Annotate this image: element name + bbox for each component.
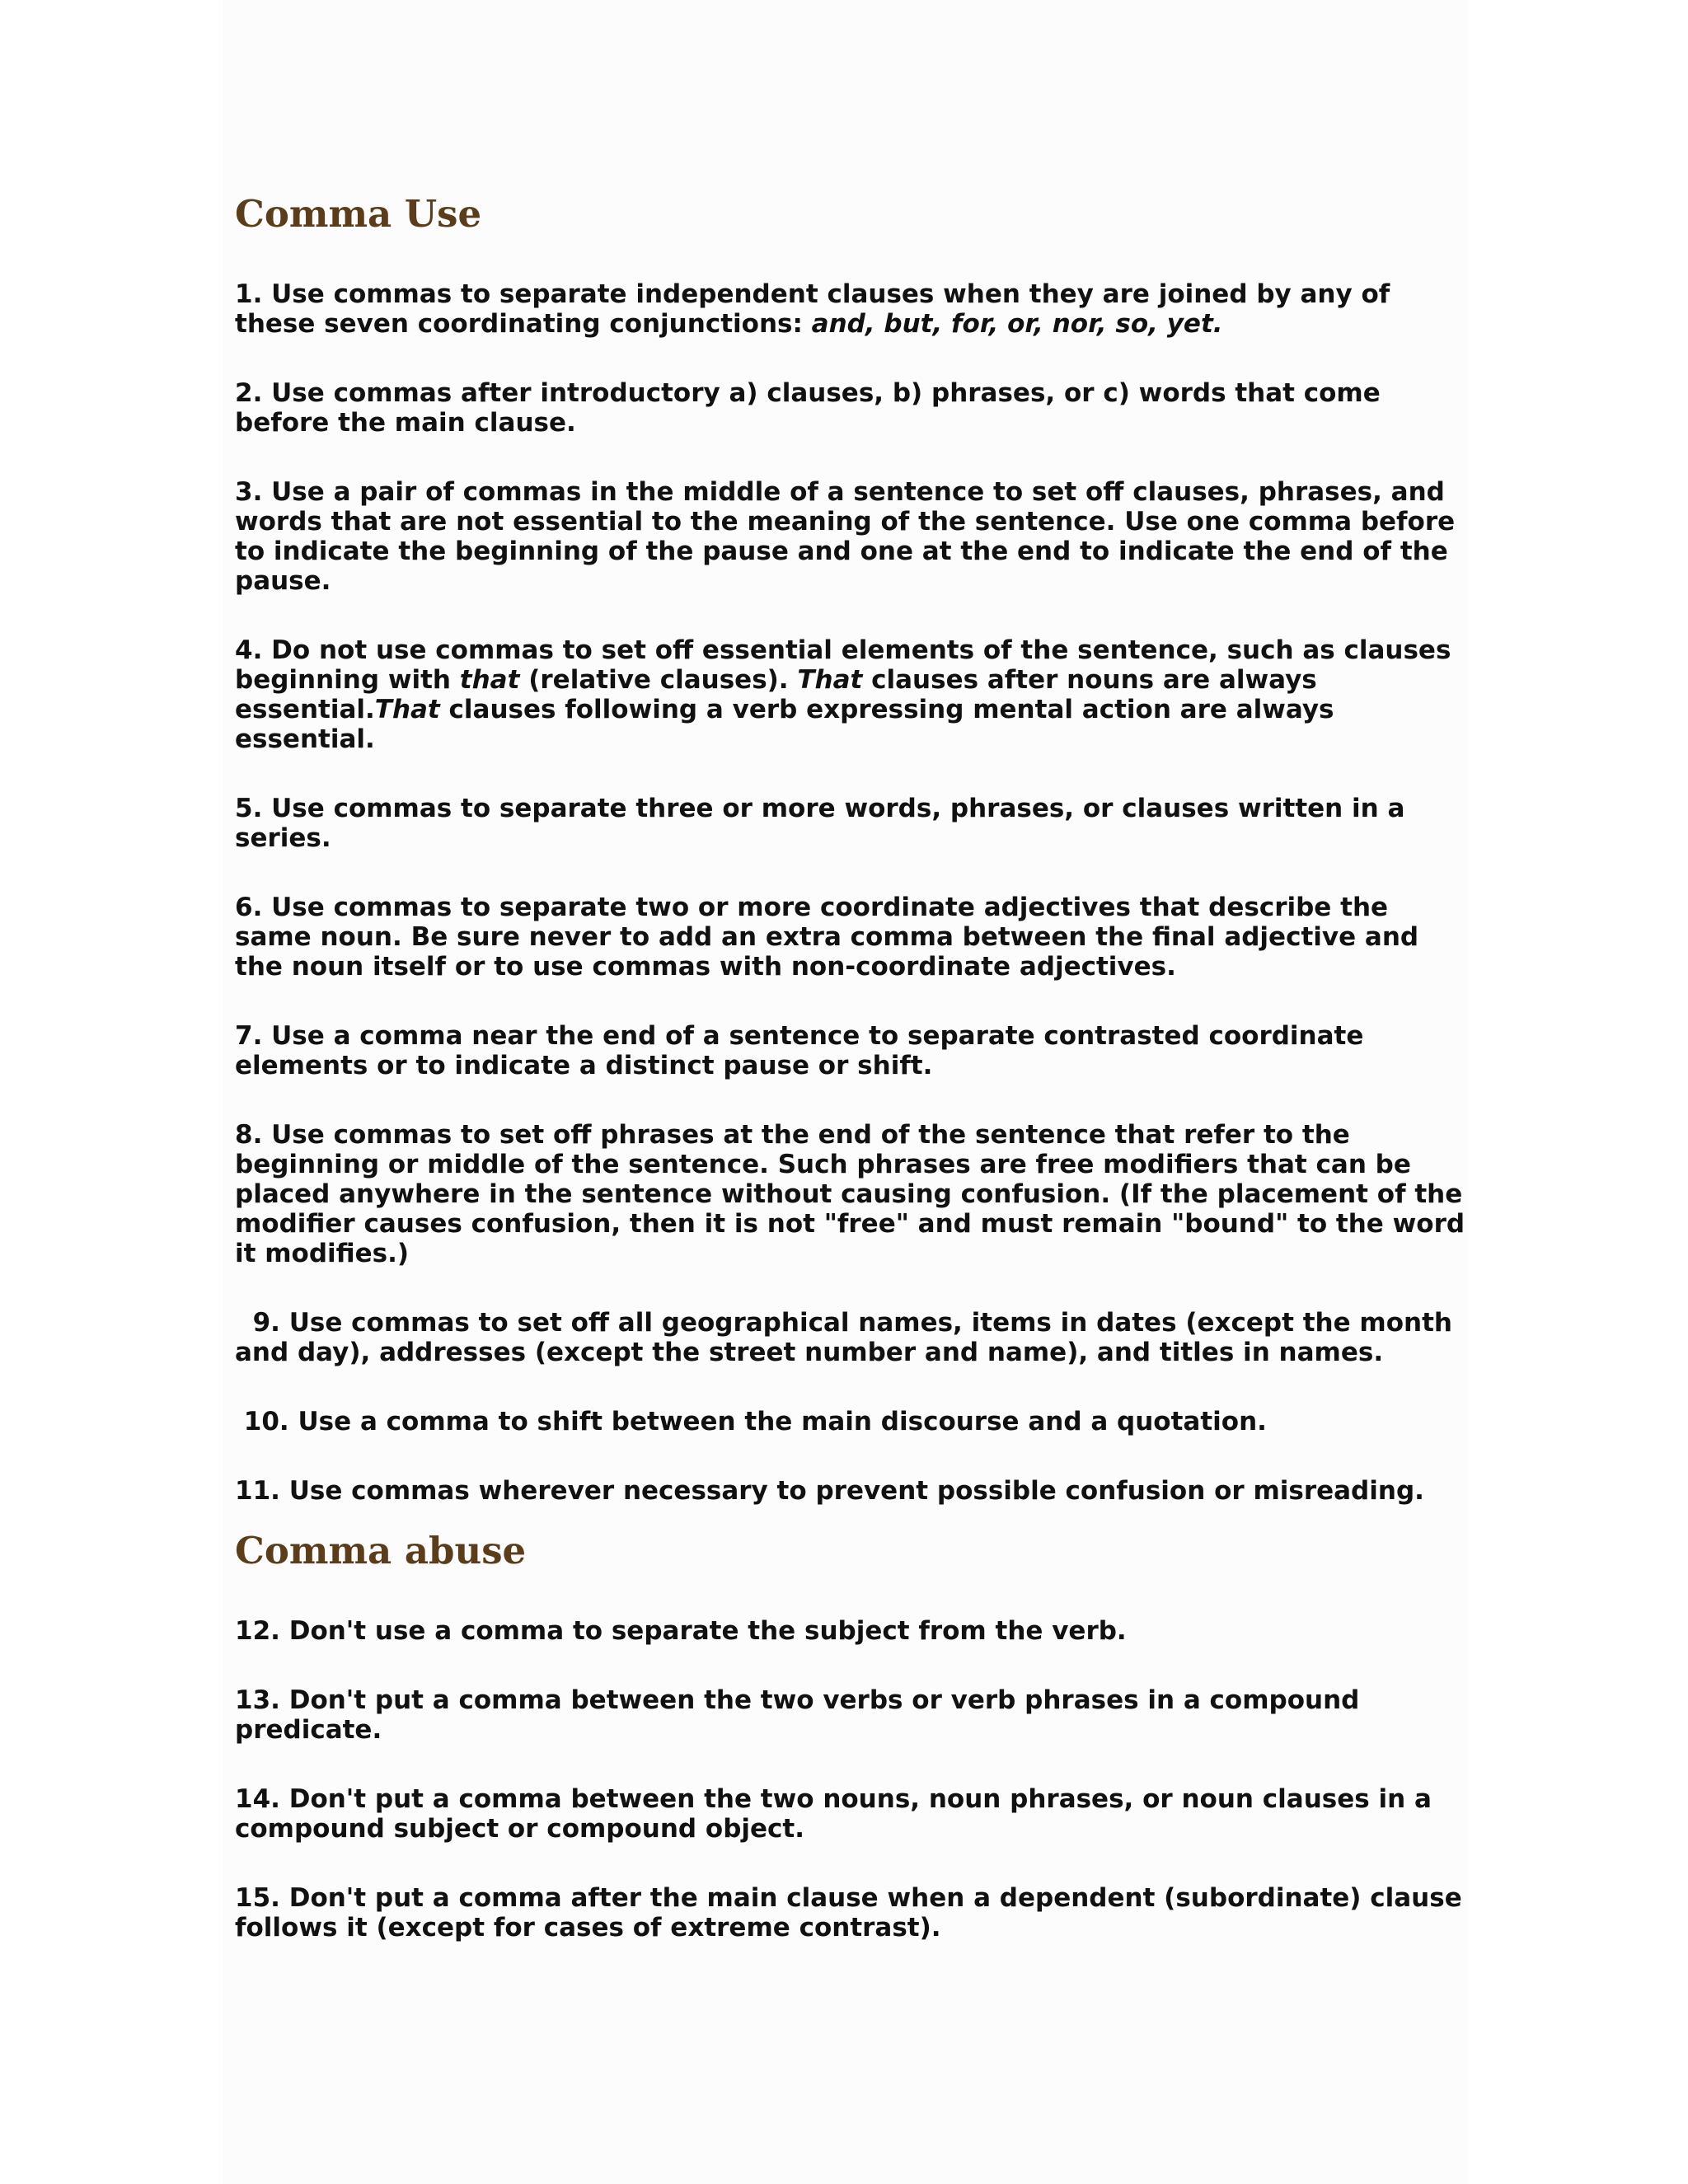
rule-10-text: 10. Use a comma to shift between the main discourse and a quotation. (235, 1407, 1267, 1436)
section-heading-comma-use: Comma Use (235, 192, 482, 236)
rule-12 (235, 1616, 1471, 1646)
rule-4-text-c: clauses after nouns are always essential. (235, 665, 1317, 724)
rule-15-text: 15. Don't put a comma after the main clause when a dependent (subordinate) clause follows it (except for cases of extreme contrast). (235, 1883, 1462, 1943)
rule-15 (235, 1883, 1471, 1943)
section-heading-comma-abuse: Comma abuse (235, 1529, 527, 1572)
rule-8 (235, 1120, 1471, 1268)
rule-4-text-b: (relative clauses). (519, 665, 798, 695)
rule-1 (235, 279, 1471, 339)
rule-7 (235, 1021, 1471, 1080)
rule-9-text: 9. Use commas to set off all geographical names, items in dates (except the month and day), addresses (except the street number and name), and titles in names. (235, 1308, 1461, 1367)
rule-4-italic-b: That (797, 665, 863, 695)
rule-7-text: 7. Use a comma near the end of a sentence to separate contrasted coordinate elements or to indicate a distinct pause or shift. (235, 1021, 1364, 1080)
rule-13-text: 13. Don't put a comma between the two verbs or verb phrases in a compound predicate. (235, 1685, 1360, 1745)
rule-1-conjunctions: and, but, for, or, nor, so, yet. (811, 309, 1223, 339)
rule-11 (235, 1476, 1471, 1506)
rule-11-text: 11. Use commas wherever necessary to prevent possible confusion or misreading. (235, 1476, 1424, 1506)
rule-5 (235, 794, 1471, 853)
rule-4-italic-a: that (459, 665, 520, 695)
rule-8-text: 8. Use commas to set off phrases at the end of the sentence that refer to the beginning or middle of the sentence. Such phrases are free modifiers that can be placed anywhere in the sentence without causing confusion. (If the placement of the modifier causes confusion, then it is not "free" and must remain "bound" to the word it modifies.) (235, 1120, 1465, 1268)
rule-12-text: 12. Don't use a comma to separate the subject from the verb. (235, 1616, 1127, 1646)
rule-6-text: 6. Use commas to separate two or more coordinate adjectives that describe the same noun. Be sure never to add an extra comma between the final adjective and the noun itself or to use commas with non-coordinate adjectives. (235, 893, 1419, 982)
rule-2 (235, 378, 1471, 438)
rule-6 (235, 893, 1471, 982)
rule-4 (235, 635, 1471, 754)
rule-4-text-d: clauses following a verb expressing mental action are always essential. (235, 695, 1334, 754)
rule-5-text: 5. Use commas to separate three or more words, phrases, or clauses written in a series. (235, 794, 1405, 853)
rule-13 (235, 1685, 1471, 1745)
rule-4-text-a: 4. Do not use commas to set off essential elements of the sentence, such as clauses beginning with (235, 635, 1451, 695)
document-body (235, 185, 1471, 1943)
rule-2-text: 2. Use commas after introductory a) clauses, b) phrases, or c) words that come before the main clause. (235, 378, 1381, 438)
rule-14 (235, 1784, 1471, 1844)
rule-1-text: 1. Use commas to separate independent clauses when they are joined by any of these seven coordinating conjunctions: (235, 279, 1390, 339)
rule-14-text: 14. Don't put a comma between the two nouns, noun phrases, or noun clauses in a compound subject or compound object. (235, 1784, 1432, 1844)
rule-10 (235, 1407, 1471, 1436)
rule-3-text: 3. Use a pair of commas in the middle of a sentence to set off clauses, phrases, and words that are not essential to the meaning of the sentence. Use one comma before to indicate the beginning of the pause and one at the end to indicate the end of the pause. (235, 477, 1456, 596)
rule-9 (235, 1308, 1471, 1367)
rule-3 (235, 477, 1471, 596)
rule-4-italic-c: That (374, 695, 440, 724)
